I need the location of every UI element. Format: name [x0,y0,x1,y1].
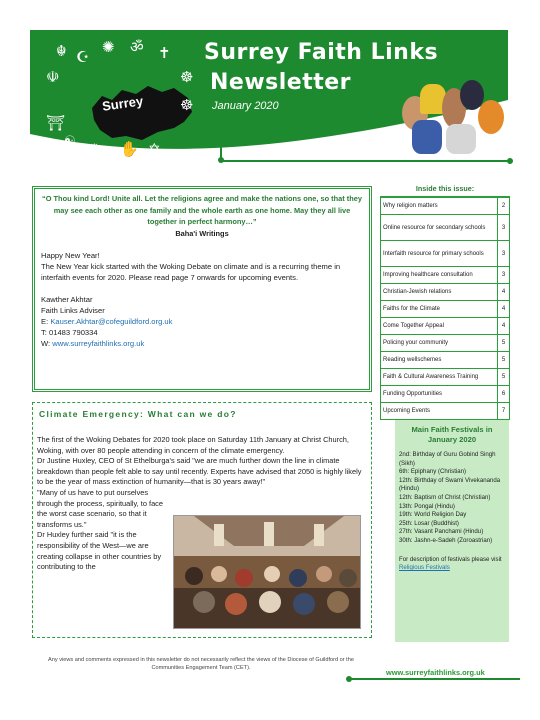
sun-icon: ✹ [88,141,101,158]
contents-page: 2 [498,198,510,215]
crescent-icon: ☪ [76,49,90,66]
cross-icon: ✝ [158,45,171,62]
khanda-icon: ☬ [56,43,67,60]
article-paragraph: Dr Huxley further said "it is the responsibility of the West—we are creating collapse in other countries by contributing to the [37,530,162,572]
contents-page: 5 [498,369,510,386]
contents-page: 4 [498,318,510,335]
festival-item: 2nd: Birthday of Guru Gobind Singh (Sikh) [399,451,496,467]
contents-table [380,197,510,420]
contents-row[interactable] [381,369,510,386]
contents-row[interactable] [381,403,510,420]
festival-item: 27th: Vasant Panchami (Hindu) [399,528,484,536]
contents-label: Christian-Jewish relations [381,284,498,301]
contents-page: 4 [498,301,510,318]
festivals-footer-text: For description of festivals please visit [399,555,502,563]
email-line [41,316,363,327]
festival-item: 13th: Pongal (Hindu) [399,502,455,510]
newsletter-title-line2: Newsletter [210,70,352,95]
header-rule [221,160,511,162]
contents-page: 3 [498,215,510,241]
editorial-box [32,186,372,392]
hamsa-icon: ✋ [120,141,139,158]
web-line [41,338,363,349]
contents-page: 6 [498,386,510,403]
contents-label: Reading wellschemes [381,352,498,369]
contents-label: Online resource for secondary schools [381,215,498,241]
festivals-panel [395,420,509,642]
contents-page: 7 [498,403,510,420]
contents-row[interactable] [381,284,510,301]
issue-date: January 2020 [212,100,279,112]
intro-paragraph: The New Year kick started with the Woking Debate on climate and is a recurring theme in interfaith events for 2020. Please read page 7 onwards for upcoming events. [41,261,341,282]
newsletter-header [30,30,508,158]
contents-row[interactable] [381,386,510,403]
map-label: Surrey [101,93,145,114]
festival-item: 19th: World Religion Day [399,511,467,519]
web-label: W: [41,338,51,348]
contents-row[interactable] [381,318,510,335]
signature-role: Faith Links Adviser [41,305,105,315]
article-paragraph: Dr Justine Huxley, CEO of St Ethelburga's said "we are much further down the line in climate breakdown than people felt able to say until recently. Experts have advised that 2050 is highly likely to be the year of mass extinction of humanity—that is 30 years away!" [37,456,362,487]
contents-label: Why religion matters [381,198,498,215]
contents-title: Inside this issue: [380,184,510,197]
contents-panel [380,184,510,420]
article-heading: Climate Emergency: What can we do? [39,409,237,419]
contents-page: 4 [498,284,510,301]
photo-illustration [174,516,361,629]
dharma-wheel-icon: ☸ [180,69,194,86]
ayyavazhi-icon: ☸ [180,97,194,114]
email-label: E: [41,316,49,326]
star-of-david-icon: ✡ [148,141,161,158]
article-paragraph: The first of the Woking Debates for 2020 took place on Saturday 11th January at Christ Church, Woking, with over 80 people attending in concern of the climate emergency. [37,435,349,455]
contents-page: 5 [498,335,510,352]
festival-item: 6th: Epiphany (Christian) [399,468,467,476]
bahai-star-icon: ✺ [102,39,115,56]
quote-text: “O Thou kind Lord! Unite all. Let the religions agree and make the nations one, so that they may see each other as one family and the whole earth as one home. May they all live together in perfect harmony…” [42,194,362,226]
header-connector [220,130,222,160]
contents-label: Come Together Appeal [381,318,498,335]
contents-label: Upcoming Events [381,403,498,420]
connector-dot [507,158,513,164]
contents-page: 3 [498,241,510,267]
festival-item: 25th: Losar (Buddhist) [399,519,459,527]
people-montage [402,78,506,154]
religious-festivals-link[interactable]: Religious Festivals [399,564,450,572]
contents-row[interactable] [381,215,510,241]
church-meeting-photo [173,515,361,629]
festivals-footer [399,556,505,573]
om-icon: ॐ [130,39,144,56]
contents-row[interactable] [381,335,510,352]
newsletter-title-line1: Surrey Faith Links [204,40,439,65]
contents-label: Faith & Cultural Awareness Training [381,369,498,386]
contents-row[interactable] [381,267,510,284]
faravahar-icon: ☫ [46,69,60,86]
contents-row[interactable] [381,352,510,369]
footer-rule [350,678,520,680]
contents-row[interactable] [381,198,510,215]
web-link[interactable]: www.surreyfaithlinks.org.uk [52,338,145,348]
signature-name: Kawther Akhtar [41,294,93,304]
contents-page: 5 [498,352,510,369]
festival-item: 12th: Baptism of Christ (Christian) [399,493,491,501]
contents-label: Funding Opportunities [381,386,498,403]
festival-item: 12th: Birthday of Swami Vivekananda (Hindu) [399,476,501,493]
phone-line: T: 01483 790334 [41,327,98,337]
yin-yang-icon: ☯ [64,133,76,148]
climate-article [32,402,372,638]
festival-item: 30th: Jashn-e-Sadeh (Zoroastrian) [399,536,493,544]
footer-website-link[interactable]: www.surreyfaithlinks.org.uk [386,668,485,677]
connector-dot [346,676,352,682]
contents-label: Faiths for the Climate [381,301,498,318]
contents-label: Policing your community [381,335,498,352]
contents-row[interactable] [381,241,510,267]
contents-label: Improving healthcare consultation [381,267,498,284]
quote-attribution: Baha'i Writings [175,228,229,238]
article-paragraph: "Many of us have to put ourselves through the process, spiritually, to face the worst case scenario, so that it transforms us." [37,487,163,529]
festivals-title: Main Faith Festivals in January 2020 [411,425,493,444]
greeting: Happy New Year! [41,250,100,260]
disclaimer: Any views and comments expressed in this newsletter do not necessarily reflect the views of the Diocese of Guildford or the Communities Engagement Team (CET). [48,657,354,671]
email-link[interactable]: Kauser.Akhtar@cofeguildford.org.uk [50,316,173,326]
torii-icon: ⛩ [46,115,66,132]
contents-page: 3 [498,267,510,284]
contents-row[interactable] [381,301,510,318]
contents-label: Interfaith resource for primary schools [381,241,498,267]
